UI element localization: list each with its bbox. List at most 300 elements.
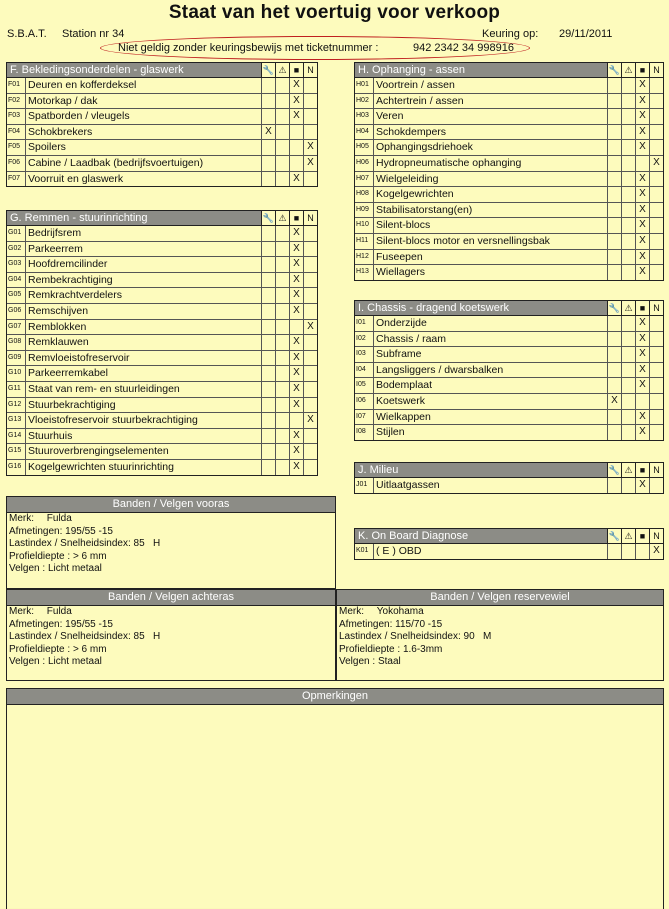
item-label: Remvloeistofreservoir: [28, 351, 130, 364]
mark-cell: X: [289, 172, 303, 187]
rear-brand: Fulda: [46, 606, 72, 617]
mark-cell: [649, 378, 663, 393]
item-label: Fuseepen: [376, 250, 423, 263]
mark-cell: [649, 250, 663, 265]
checklist-row: [7, 460, 317, 475]
mark-cell: [303, 78, 317, 93]
spare-size: 115/70 -15: [395, 618, 443, 630]
mark-cell: [607, 125, 621, 140]
mark-cell: X: [635, 140, 649, 155]
checklist-row: [7, 125, 317, 141]
mark-cell: [649, 94, 663, 109]
mark-cell: [303, 273, 317, 288]
item-label: Onderzijde: [376, 317, 427, 329]
validity-notice: Niet geldig zonder keuringsbewijs met ticketnummer :: [118, 42, 379, 54]
checklist-row: [7, 413, 317, 429]
mark-cell: [607, 234, 621, 249]
checklist-row: [355, 94, 663, 110]
mark-cell: X: [635, 410, 649, 425]
checklist-row: [7, 288, 317, 304]
mark-cell: [303, 94, 317, 109]
org-name: S.B.A.T.: [7, 28, 47, 40]
depth-label: Profieldiepte :: [9, 643, 71, 655]
mark-cell: [649, 265, 663, 280]
mark-cell: X: [635, 363, 649, 378]
depth-label: Profieldiepte :: [9, 550, 71, 562]
mark-cell: [607, 187, 621, 202]
mark-cell: [303, 429, 317, 444]
mark-cell: [607, 140, 621, 155]
mark-cell: X: [635, 78, 649, 93]
item-label: Langsliggers / dwarsbalken: [376, 363, 504, 376]
item-label: Subframe: [376, 348, 422, 361]
mark-cell: [275, 413, 289, 428]
mark-cell: [621, 378, 635, 393]
mark-cell: [621, 478, 635, 493]
mark-cell: [635, 544, 649, 559]
mark-cell: [261, 78, 275, 93]
checklist-row: [355, 332, 663, 348]
mark-cell: [621, 203, 635, 218]
item-code: H05: [355, 140, 374, 155]
item-label: Remkrachtverdelers: [28, 289, 122, 302]
mark-cell: [621, 425, 635, 440]
mark-cell: [607, 478, 621, 493]
item-code: G09: [7, 351, 26, 366]
item-label: Kogelgewrichten: [376, 188, 454, 201]
mark-cell: X: [303, 156, 317, 171]
mark-cell: [649, 203, 663, 218]
checklist-row: [355, 316, 663, 332]
spare-depth: 1.6-3mm: [402, 643, 443, 655]
checklist-row: [355, 203, 663, 219]
mark-cell: [607, 316, 621, 331]
mark-cell: [275, 460, 289, 475]
mark-cell: X: [289, 242, 303, 257]
checklist-row: [7, 382, 317, 398]
inspection-date: 29/11/2011: [559, 28, 613, 40]
mark-cell: X: [635, 250, 649, 265]
checklist-row: [355, 394, 663, 410]
front-depth: > 6 mm: [72, 550, 107, 562]
car-icon: ■: [635, 463, 649, 477]
mark-cell: [289, 413, 303, 428]
item-label: Voorruit en glaswerk: [28, 172, 124, 185]
mark-cell: [289, 320, 303, 335]
mark-cell: [261, 273, 275, 288]
item-code: I02: [355, 332, 374, 347]
item-label: Spoilers: [28, 141, 66, 154]
checklist-row: [355, 544, 663, 559]
mark-cell: [621, 410, 635, 425]
checklist-row: [7, 398, 317, 414]
mark-cell: X: [289, 398, 303, 413]
mark-cell: [635, 156, 649, 171]
item-code: G07: [7, 320, 26, 335]
tyres-front-box: [6, 496, 336, 589]
tyres-rear-box: [6, 589, 336, 681]
mark-cell: [621, 156, 635, 171]
item-code: G10: [7, 366, 26, 381]
item-code: H08: [355, 187, 374, 202]
mark-cell: [275, 335, 289, 350]
mark-cell: [649, 172, 663, 187]
mark-cell: X: [635, 265, 649, 280]
item-code: G06: [7, 304, 26, 319]
mark-cell: [261, 444, 275, 459]
checklist-row: [7, 429, 317, 445]
section-title: J. Milieu: [358, 464, 399, 476]
checklist-row: [355, 187, 663, 203]
mark-cell: [607, 172, 621, 187]
item-code: I08: [355, 425, 374, 440]
mark-cell: [275, 156, 289, 171]
checklist-row: [7, 273, 317, 289]
load-label: Lastindex / Snelheidsindex:: [9, 538, 131, 549]
section-brakes: [6, 210, 318, 476]
item-label: Remklauwen: [28, 336, 89, 349]
item-label: Parkeerremkabel: [28, 367, 108, 380]
item-label: Rembekrachtiging: [28, 273, 113, 286]
brand-label: Merk:: [9, 513, 34, 524]
item-label: Motorkap / dak: [28, 94, 98, 107]
item-label: Koetswerk: [376, 394, 426, 407]
remarks-box: [6, 688, 664, 909]
item-code: G05: [7, 288, 26, 303]
mark-cell: [303, 444, 317, 459]
mark-cell: [621, 347, 635, 362]
checklist-row: [355, 140, 663, 156]
mark-cell: [303, 382, 317, 397]
mark-cell: [275, 78, 289, 93]
mark-cell: X: [303, 140, 317, 155]
mark-cell: [275, 94, 289, 109]
checklist-row: [7, 94, 317, 110]
item-label: Stijlen: [376, 426, 405, 439]
mark-cell: X: [289, 444, 303, 459]
spare-brand: Yokohama: [376, 606, 424, 617]
item-code: H04: [355, 125, 374, 140]
mark-cell: X: [635, 218, 649, 233]
spare-speed: M: [483, 631, 492, 642]
mark-cell: [303, 335, 317, 350]
wrench-icon: 🔧: [262, 65, 275, 75]
page-title: Staat van het voertuig voor verkoop: [168, 2, 501, 23]
mark-cell: X: [289, 366, 303, 381]
mark-cell: [261, 429, 275, 444]
section-header: [355, 529, 663, 544]
item-code: H06: [355, 156, 374, 171]
mark-cell: [275, 444, 289, 459]
size-label: Afmetingen:: [339, 618, 393, 630]
mark-cell: [649, 109, 663, 124]
checklist-row: [7, 78, 317, 94]
item-code: H01: [355, 78, 374, 93]
section-header: [7, 211, 317, 226]
item-code: F03: [7, 109, 26, 124]
mark-cell: [607, 332, 621, 347]
mark-cell: X: [635, 187, 649, 202]
section-header: [355, 301, 663, 316]
mark-cell: [261, 172, 275, 187]
depth-label: Profieldiepte :: [339, 643, 401, 655]
n-column-header: N: [303, 211, 317, 225]
ticket-number: 942 2342 34 998916: [413, 42, 514, 54]
item-code: F05: [7, 140, 26, 155]
tyres-spare-box: [336, 589, 664, 681]
n-column-header: N: [303, 63, 317, 77]
checklist-row: [355, 425, 663, 440]
item-code: G03: [7, 257, 26, 272]
mark-cell: [289, 140, 303, 155]
brand-label: Merk:: [9, 606, 34, 617]
item-label: Deuren en kofferdeksel: [28, 79, 137, 91]
wrench-icon: 🔧: [608, 531, 621, 541]
section-title: K. On Board Diagnose: [358, 530, 469, 542]
mark-cell: [621, 234, 635, 249]
checklist-row: [355, 78, 663, 94]
mark-cell: [275, 125, 289, 140]
mark-cell: [621, 218, 635, 233]
inspection-label: Keuring op:: [482, 28, 539, 40]
mark-cell: X: [635, 316, 649, 331]
checklist-row: [7, 257, 317, 273]
mark-cell: [607, 94, 621, 109]
warning-icon: ⚠: [621, 463, 635, 477]
section-title: G. Remmen - stuurinrichting: [10, 212, 148, 224]
section-bodywork: [6, 62, 318, 187]
item-label: Remschijven: [28, 304, 89, 317]
mark-cell: [275, 382, 289, 397]
mark-cell: X: [289, 288, 303, 303]
item-code: K01: [355, 544, 374, 559]
mark-cell: [621, 316, 635, 331]
item-code: G16: [7, 460, 26, 475]
mark-cell: [303, 125, 317, 140]
checklist-row: [7, 109, 317, 125]
mark-cell: [607, 203, 621, 218]
mark-cell: [621, 172, 635, 187]
checklist-row: [7, 226, 317, 242]
n-column-header: N: [649, 529, 663, 543]
mark-cell: [621, 187, 635, 202]
item-code: G01: [7, 226, 26, 241]
item-label: Stabilisatorstang(en): [376, 203, 473, 216]
item-code: H09: [355, 203, 374, 218]
mark-cell: [261, 140, 275, 155]
mark-cell: X: [635, 478, 649, 493]
warning-icon: ⚠: [621, 301, 635, 315]
mark-cell: [649, 478, 663, 493]
mark-cell: [621, 125, 635, 140]
mark-cell: X: [635, 109, 649, 124]
n-column-header: N: [649, 301, 663, 315]
mark-cell: [275, 273, 289, 288]
warning-icon: ⚠: [275, 211, 289, 225]
mark-cell: [303, 172, 317, 187]
load-label: Lastindex / Snelheidsindex:: [339, 631, 461, 642]
size-label: Afmetingen:: [9, 618, 63, 630]
rim-label: Velgen :: [339, 656, 376, 667]
mark-cell: [649, 125, 663, 140]
tyres-spare-title: Banden / Velgen reservewiel: [337, 590, 663, 606]
mark-cell: [261, 382, 275, 397]
section-obd: [354, 528, 664, 560]
checklist-row: [355, 478, 663, 493]
item-label: Wielgeleiding: [376, 172, 439, 185]
mark-cell: [649, 234, 663, 249]
item-label: Schokdempers: [376, 125, 447, 138]
station-number: Station nr 34: [62, 28, 125, 40]
mark-cell: [649, 363, 663, 378]
item-code: H10: [355, 218, 374, 233]
item-label: Veren: [376, 110, 404, 123]
mark-cell: [621, 109, 635, 124]
mark-cell: X: [303, 413, 317, 428]
mark-cell: [261, 226, 275, 241]
item-label: Wiellagers: [376, 266, 426, 279]
mark-cell: [649, 347, 663, 362]
checklist-row: [7, 320, 317, 336]
checklist-row: [355, 234, 663, 250]
item-label: Voortrein / assen: [376, 79, 455, 91]
item-label: Chassis / raam: [376, 332, 447, 345]
rear-load: 85: [133, 631, 145, 642]
mark-cell: X: [289, 304, 303, 319]
mark-cell: [303, 242, 317, 257]
car-icon: ■: [289, 211, 303, 225]
mark-cell: [621, 332, 635, 347]
section-title: F. Bekledingsonderdelen - glaswerk: [10, 64, 184, 76]
item-code: J01: [355, 478, 374, 493]
mark-cell: [649, 410, 663, 425]
rear-depth: > 6 mm: [72, 643, 107, 655]
mark-cell: [649, 394, 663, 409]
checklist-row: [7, 366, 317, 382]
mark-cell: X: [289, 109, 303, 124]
item-code: F04: [7, 125, 26, 140]
checklist-row: [355, 172, 663, 188]
wrench-icon: 🔧: [608, 65, 621, 75]
warning-icon: ⚠: [275, 63, 289, 77]
item-label: Kogelgewrichten stuurinrichting: [28, 460, 174, 473]
car-icon: ■: [635, 529, 649, 543]
item-label: Uitlaatgassen: [376, 479, 440, 491]
item-label: Silent-blocs: [376, 219, 431, 232]
mark-cell: [303, 288, 317, 303]
item-label: Stuurhuis: [28, 429, 73, 442]
mark-cell: [275, 109, 289, 124]
mark-cell: X: [635, 172, 649, 187]
item-code: F07: [7, 172, 26, 187]
mark-cell: [607, 156, 621, 171]
mark-cell: [275, 351, 289, 366]
item-code: G04: [7, 273, 26, 288]
mark-cell: [607, 265, 621, 280]
checklist-row: [355, 363, 663, 379]
checklist-row: [355, 378, 663, 394]
mark-cell: [607, 425, 621, 440]
size-label: Afmetingen:: [9, 525, 63, 537]
front-brand: Fulda: [46, 513, 72, 524]
mark-cell: X: [635, 125, 649, 140]
brand-label: Merk:: [339, 606, 364, 617]
mark-cell: [275, 320, 289, 335]
checklist-row: [355, 125, 663, 141]
rear-speed: H: [153, 631, 161, 642]
n-column-header: N: [649, 63, 663, 77]
mark-cell: [261, 288, 275, 303]
item-code: F06: [7, 156, 26, 171]
item-code: I03: [355, 347, 374, 362]
section-suspension: [354, 62, 664, 281]
item-label: Cabine / Laadbak (bedrijfsvoertuigen): [28, 156, 204, 169]
mark-cell: [649, 140, 663, 155]
car-icon: ■: [289, 63, 303, 77]
checklist-row: [355, 410, 663, 426]
item-label: Vloeistofreservoir stuurbekrachtiging: [28, 414, 198, 427]
mark-cell: [275, 242, 289, 257]
car-icon: ■: [635, 63, 649, 77]
mark-cell: X: [289, 429, 303, 444]
mark-cell: X: [635, 332, 649, 347]
item-label: Hoofdremcilinder: [28, 258, 108, 271]
mark-cell: [275, 140, 289, 155]
mark-cell: [289, 125, 303, 140]
mark-cell: X: [635, 425, 649, 440]
mark-cell: [261, 351, 275, 366]
mark-cell: [649, 78, 663, 93]
item-label: Parkeerrem: [28, 242, 83, 255]
mark-cell: [607, 363, 621, 378]
mark-cell: X: [289, 94, 303, 109]
item-label: Remblokken: [28, 320, 87, 333]
car-icon: ■: [635, 301, 649, 315]
rear-rim: Licht metaal: [47, 656, 102, 667]
mark-cell: [261, 257, 275, 272]
item-code: G13: [7, 413, 26, 428]
checklist-row: [7, 242, 317, 258]
item-code: G08: [7, 335, 26, 350]
mark-cell: [649, 316, 663, 331]
section-title: I. Chassis - dragend koetswerk: [358, 302, 510, 314]
item-label: Bedrijfsrem: [28, 227, 82, 239]
mark-cell: [275, 226, 289, 241]
checklist-row: [7, 140, 317, 156]
item-label: Achtertrein / assen: [376, 94, 464, 107]
mark-cell: X: [289, 257, 303, 272]
mark-cell: [289, 156, 303, 171]
item-code: H11: [355, 234, 374, 249]
mark-cell: X: [635, 347, 649, 362]
item-label: ( E ) OBD: [376, 545, 422, 557]
item-label: Hydropneumatische ophanging: [376, 156, 522, 169]
item-code: H03: [355, 109, 374, 124]
item-code: I07: [355, 410, 374, 425]
item-code: I05: [355, 378, 374, 393]
mark-cell: [607, 109, 621, 124]
mark-cell: [261, 335, 275, 350]
mark-cell: [607, 410, 621, 425]
checklist-row: [7, 351, 317, 367]
item-code: G14: [7, 429, 26, 444]
rim-label: Velgen :: [9, 563, 46, 574]
mark-cell: [621, 394, 635, 409]
mark-cell: X: [289, 78, 303, 93]
checklist-row: [355, 218, 663, 234]
mark-cell: [275, 429, 289, 444]
mark-cell: [607, 347, 621, 362]
